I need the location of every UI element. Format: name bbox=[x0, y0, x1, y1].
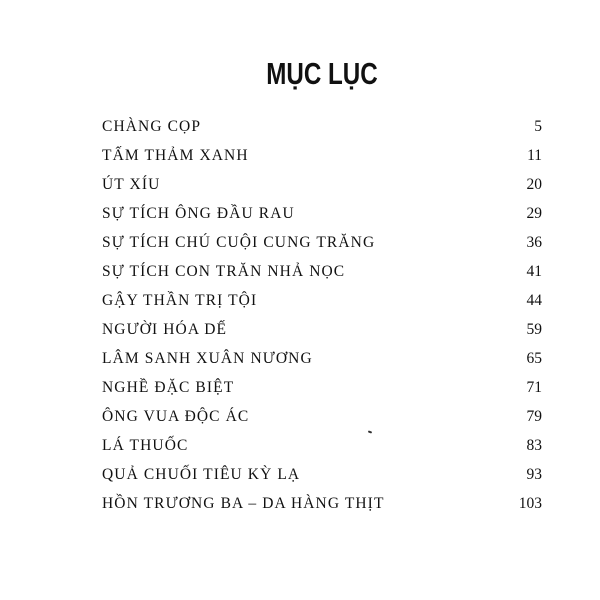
toc-entry-page-number: 79 bbox=[526, 408, 542, 425]
toc-entry-title: GẬY THẦN TRỊ TỘI bbox=[102, 292, 258, 309]
toc-entry-title: SỰ TÍCH ÔNG ĐẦU RAU bbox=[102, 205, 295, 222]
toc-entry bbox=[102, 349, 542, 378]
toc-entry bbox=[102, 494, 542, 523]
toc-entry-page-number: 93 bbox=[526, 466, 542, 483]
toc-entry-page-number: 65 bbox=[526, 350, 542, 367]
toc-entry-page-number: 83 bbox=[526, 437, 542, 454]
toc-entry bbox=[102, 378, 542, 407]
toc-entry-page-number: 11 bbox=[527, 147, 542, 164]
toc-entry-title: LÂM SANH XUÂN NƯƠNG bbox=[102, 350, 313, 367]
toc-entry-page-number: 29 bbox=[526, 205, 542, 222]
toc-entry-page-number: 44 bbox=[526, 292, 542, 309]
toc-entry-title: ÔNG VUA ĐỘC ÁC bbox=[102, 408, 250, 425]
toc-entry-page-number: 20 bbox=[526, 176, 542, 193]
toc-entry bbox=[102, 465, 542, 494]
toc-entry-page-number: 36 bbox=[526, 234, 542, 251]
toc-entry-page-number: 59 bbox=[526, 321, 542, 338]
toc-entry bbox=[102, 175, 542, 204]
toc-entry bbox=[102, 407, 542, 436]
toc-entry bbox=[102, 146, 542, 175]
toc-entry bbox=[102, 320, 542, 349]
toc-entry-title: HỒN TRƯƠNG BA – DA HÀNG THỊT bbox=[102, 495, 385, 512]
toc-entry-title: ÚT XÍU bbox=[102, 176, 161, 193]
toc-entry-title: LÁ THUỐC bbox=[102, 437, 189, 454]
toc-entry bbox=[102, 436, 542, 465]
toc-entry bbox=[102, 233, 542, 262]
toc-entry-title: NGHỀ ĐẶC BIỆT bbox=[102, 379, 235, 396]
table-of-contents bbox=[102, 117, 542, 523]
toc-entry-title: QUẢ CHUỐI TIÊU KỲ LẠ bbox=[102, 466, 301, 483]
toc-entry bbox=[102, 204, 542, 233]
toc-entry-page-number: 5 bbox=[534, 118, 542, 135]
toc-entry bbox=[102, 291, 542, 320]
toc-entry bbox=[102, 262, 542, 291]
toc-entry-title: CHÀNG CỌP bbox=[102, 118, 202, 135]
page-title: MỤC LỤC bbox=[266, 56, 378, 91]
toc-entry bbox=[102, 117, 542, 146]
toc-entry-page-number: 41 bbox=[526, 263, 542, 280]
toc-entry-title: NGƯỜI HÓA DẾ bbox=[102, 321, 228, 338]
toc-entry-title: SỰ TÍCH CHÚ CUỘI CUNG TRĂNG bbox=[102, 234, 376, 251]
toc-entry-title: TẤM THẢM XANH bbox=[102, 147, 249, 164]
toc-entry-page-number: 71 bbox=[526, 379, 542, 396]
toc-entry-title: SỰ TÍCH CON TRĂN NHẢ NỌC bbox=[102, 263, 346, 280]
toc-entry-page-number: 103 bbox=[518, 495, 542, 512]
